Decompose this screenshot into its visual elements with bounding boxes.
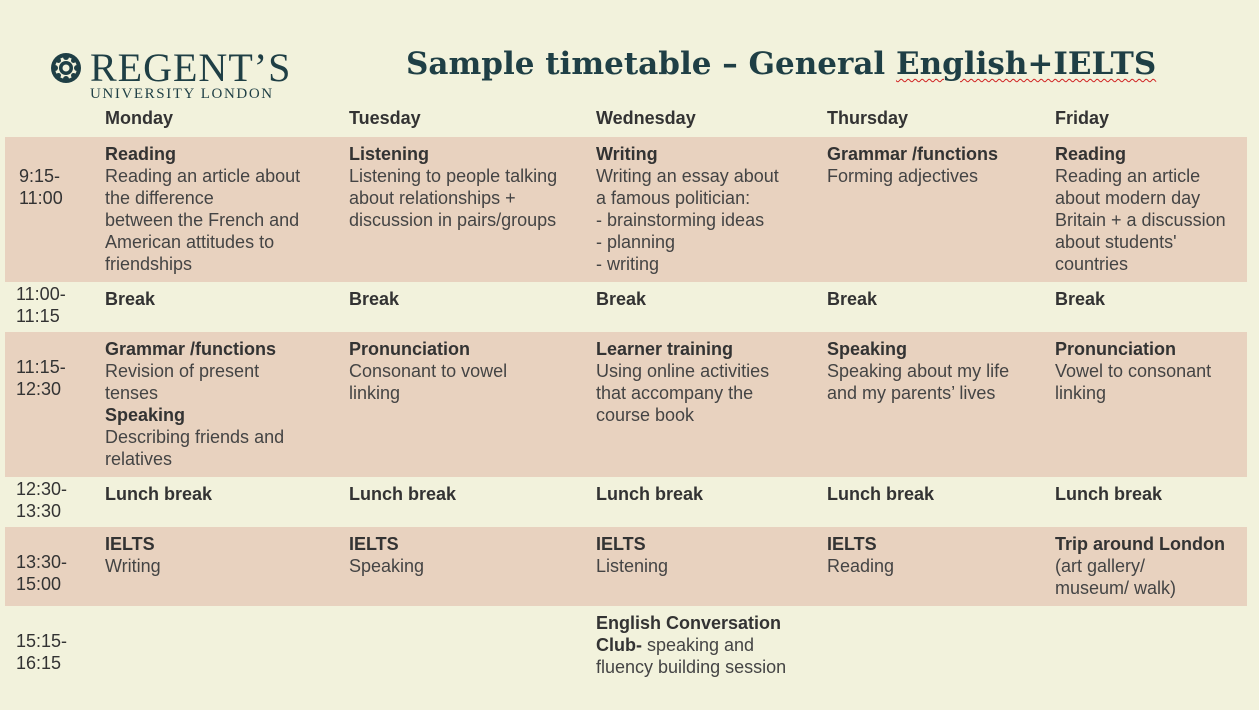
cell-tuesday-2 (349, 288, 581, 310)
cell-text: linking (1055, 383, 1107, 403)
time-slot-6 (16, 630, 67, 674)
cell-text: Describing friends and (105, 427, 285, 447)
cell-text: Reading (827, 556, 895, 576)
cell-text: Reading an article about (105, 166, 301, 186)
day-header-thursday: Thursday (827, 108, 909, 128)
cell-heading: Writing (596, 144, 658, 164)
day-header-friday: Friday (1055, 108, 1110, 128)
cell-text: American attitudes to (105, 232, 275, 252)
cell-monday-3 (105, 338, 335, 470)
rose-emblem-icon (50, 52, 82, 84)
cell-text: course book (596, 405, 695, 425)
cell-heading: Lunch break (349, 484, 457, 504)
cell-text: tenses (105, 383, 159, 403)
cell-thursday-1 (827, 143, 1045, 187)
time-slot-1 (19, 165, 63, 209)
cell-text: friendships (105, 254, 193, 274)
time-end: 12:30 (16, 379, 62, 399)
cell-heading: Speaking (105, 405, 186, 425)
cell-thursday-3 (827, 338, 1045, 404)
cell-text: - planning (596, 232, 676, 252)
cell-text: discussion in pairs/groups (349, 210, 557, 230)
cell-monday-4 (105, 483, 335, 505)
cell-wednesday-3 (596, 338, 816, 426)
cell-text: that accompany the (596, 383, 754, 403)
time-start: 13:30- (16, 552, 68, 572)
cell-wednesday-6 (596, 612, 826, 678)
cell-text: about relationships + (349, 188, 516, 208)
cell-text: Using online activities (596, 361, 770, 381)
cell-tuesday-3 (349, 338, 581, 404)
cell-heading: Grammar /functions (105, 339, 277, 359)
cell-text: Listening to people talking (349, 166, 558, 186)
cell-text: a famous politician: (596, 188, 751, 208)
cell-wednesday-4 (596, 483, 816, 505)
cell-heading: Pronunciation (1055, 339, 1176, 359)
day-header-wednesday: Wednesday (596, 108, 696, 128)
title-underlined-text: English+IELTS (895, 46, 1157, 82)
cell-text: about modern day (1055, 188, 1201, 208)
cell-friday-5 (1055, 533, 1245, 599)
cell-heading: Pronunciation (349, 339, 470, 359)
time-end: 13:30 (16, 501, 62, 521)
cell-thursday-5 (827, 533, 1045, 577)
cell-friday-4 (1055, 483, 1245, 505)
time-slot-2 (16, 283, 66, 327)
time-start: 11:15- (16, 357, 66, 377)
cell-text: relatives (105, 449, 173, 469)
cell-text: - brainstorming ideas (596, 210, 765, 230)
time-end: 11:00 (19, 188, 63, 208)
cell-heading: Speaking (827, 339, 908, 359)
cell-text: Consonant to vowel (349, 361, 508, 381)
cell-thursday-2 (827, 288, 1045, 310)
time-slot-4 (16, 478, 67, 522)
cell-monday-2 (105, 288, 335, 310)
cell-text: between the French and (105, 210, 300, 230)
cell-heading: IELTS (105, 534, 155, 554)
cell-text: about students' (1055, 232, 1177, 252)
cell-heading: Break (596, 289, 647, 309)
cell-text: Reading an article (1055, 166, 1201, 186)
cell-heading: English Conversation (596, 613, 782, 633)
cell-monday-1 (105, 143, 335, 275)
cell-text: Vowel to consonant (1055, 361, 1212, 381)
cell-heading: Reading (1055, 144, 1127, 164)
cell-monday-5 (105, 533, 335, 577)
cell-text: Speaking (349, 556, 425, 576)
cell-thursday-4 (827, 483, 1045, 505)
time-end: 11:15 (16, 306, 60, 326)
cell-text-mixed (596, 634, 826, 656)
cell-heading: Break (827, 289, 878, 309)
cell-heading: Grammar /functions (827, 144, 999, 164)
cell-heading: Lunch break (1055, 484, 1163, 504)
day-header-monday: Monday (105, 108, 174, 128)
cell-heading: Break (105, 289, 156, 309)
cell-text: Revision of present (105, 361, 260, 381)
day-header-tuesday: Tuesday (349, 108, 421, 128)
cell-friday-3 (1055, 338, 1245, 404)
cell-heading: Reading (105, 144, 177, 164)
cell-heading: Lunch break (596, 484, 704, 504)
time-start: 11:00- (16, 284, 66, 304)
cell-text: Britain + a discussion (1055, 210, 1226, 230)
cell-heading: IELTS (827, 534, 877, 554)
cell-text: (art gallery/ (1055, 556, 1146, 576)
cell-wednesday-5 (596, 533, 816, 577)
cell-text: linking (349, 383, 401, 403)
time-start: 12:30- (16, 479, 68, 499)
cell-heading: Club- (596, 635, 642, 655)
cell-text: Writing (105, 556, 161, 576)
cell-friday-2 (1055, 288, 1245, 310)
cell-heading: Listening (349, 144, 429, 164)
cell-text: museum/ walk) (1055, 578, 1177, 598)
time-end: 15:00 (16, 574, 62, 594)
cell-heading: IELTS (596, 534, 646, 554)
logo (50, 45, 300, 106)
cell-text: and my parents’ lives (827, 383, 996, 403)
title-prefix: Sample timetable – General (406, 46, 896, 82)
cell-heading: IELTS (349, 534, 399, 554)
time-start: 15:15- (16, 631, 68, 651)
cell-text: Forming adjectives (827, 166, 979, 186)
cell-text: Listening (596, 556, 669, 576)
logo-name: REGENT’S (90, 45, 292, 90)
cell-text: speaking and (641, 635, 755, 655)
cell-text: Writing an essay about (596, 166, 779, 186)
cell-heading: Lunch break (105, 484, 213, 504)
cell-text: fluency building session (596, 657, 787, 677)
cell-heading: Break (1055, 289, 1106, 309)
cell-tuesday-5 (349, 533, 581, 577)
cell-text: Speaking about my life (827, 361, 1010, 381)
page-title (406, 46, 1156, 82)
cell-tuesday-1 (349, 143, 581, 231)
cell-text: the difference (105, 188, 214, 208)
cell-wednesday-1 (596, 143, 816, 275)
time-slot-3 (16, 356, 66, 400)
cell-heading: Break (349, 289, 400, 309)
cell-tuesday-4 (349, 483, 581, 505)
cell-heading: Lunch break (827, 484, 935, 504)
cell-heading: Trip around London (1055, 534, 1225, 554)
time-end: 16:15 (16, 653, 62, 673)
cell-text: - writing (596, 254, 660, 274)
time-start: 9:15- (19, 166, 61, 186)
cell-friday-1 (1055, 143, 1245, 275)
time-slot-5 (16, 551, 67, 595)
cell-text: countries (1055, 254, 1129, 274)
cell-heading: Learner training (596, 339, 734, 359)
cell-wednesday-2 (596, 288, 816, 310)
logo-subtitle: UNIVERSITY LONDON (90, 86, 274, 102)
